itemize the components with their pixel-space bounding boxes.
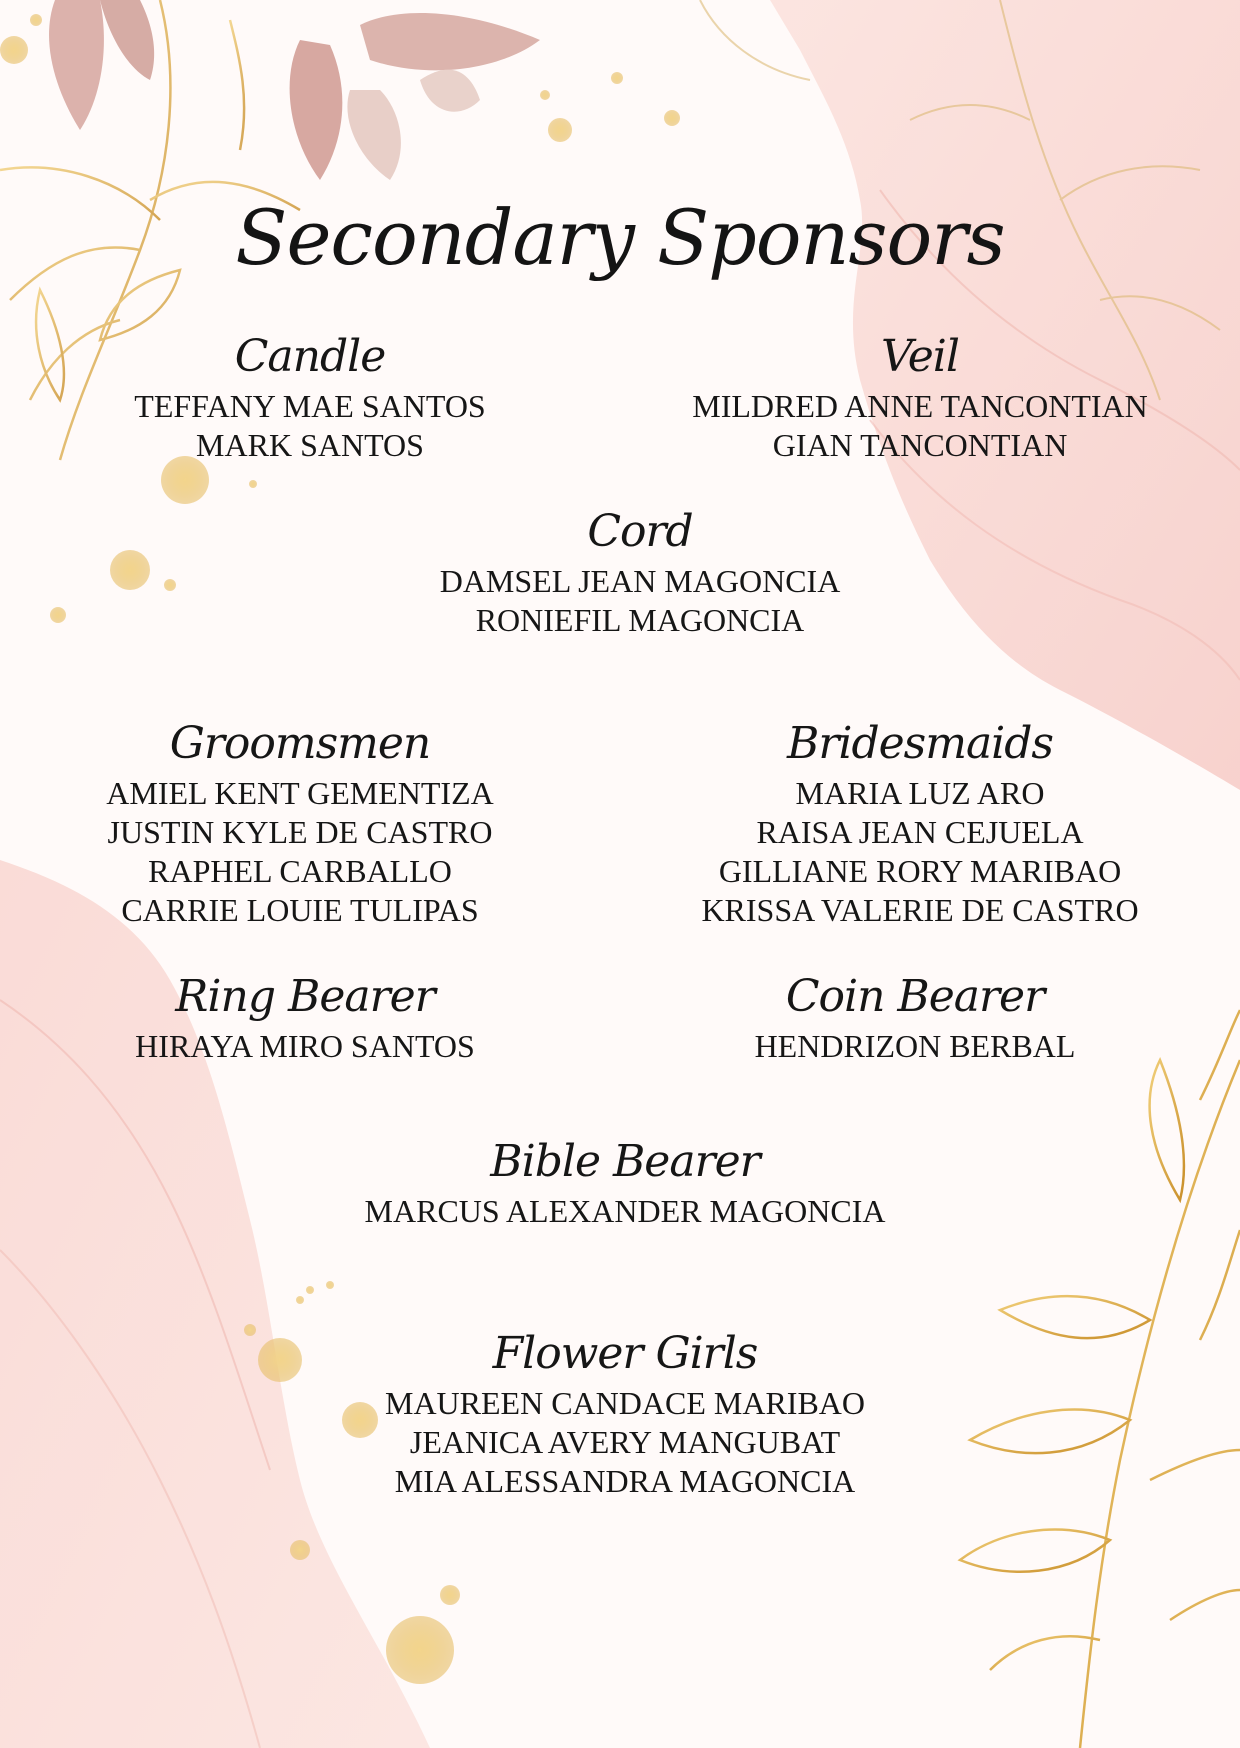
section-heading: Cord (587, 506, 693, 557)
sponsor-name: TEFFANY MAE SANTOS (134, 388, 486, 424)
sponsor-name: GILLIANE RORY MARIBAO (718, 853, 1122, 889)
sponsor-name: CARRIE LOUIE TULIPAS (121, 892, 479, 928)
sponsor-name: DAMSEL JEAN MAGONCIA (439, 563, 841, 599)
section-heading: Bible Bearer (490, 1136, 760, 1187)
section-bridesmaids (660, 718, 1180, 930)
sponsor-name: RAISA JEAN CEJUELA (756, 814, 1084, 850)
section-groomsmen (60, 718, 540, 930)
sponsor-name: MILDRED ANNE TANCONTIAN (692, 388, 1148, 424)
sponsor-name: KRISSA VALERIE DE CASTRO (701, 892, 1139, 928)
section-flower-girls (320, 1328, 930, 1501)
sponsor-name: MIA ALESSANDRA MAGONCIA (394, 1463, 856, 1499)
section-candle (90, 331, 530, 465)
section-coin-bearer (690, 971, 1140, 1066)
sponsor-name: HIRAYA MIRO SANTOS (135, 1028, 475, 1064)
sponsor-name: JEANICA AVERY MANGUBAT (409, 1424, 841, 1460)
section-heading: Ring Bearer (175, 971, 435, 1022)
sponsor-name: JUSTIN KYLE DE CASTRO (107, 814, 493, 850)
section-veil (640, 331, 1200, 465)
section-bible-bearer (300, 1136, 950, 1231)
sponsor-name: HENDRIZON BERBAL (754, 1028, 1076, 1064)
sponsor-name: MARCUS ALEXANDER MAGONCIA (364, 1193, 886, 1229)
section-heading: Flower Girls (492, 1328, 758, 1379)
sponsor-name: MARK SANTOS (196, 427, 424, 463)
section-cord (340, 506, 940, 640)
sponsor-name: GIAN TANCONTIAN (772, 427, 1068, 463)
sponsor-name: AMIEL KENT GEMENTIZA (106, 775, 494, 811)
section-heading: Veil (881, 331, 959, 382)
section-heading: Coin Bearer (785, 971, 1045, 1022)
section-heading: Candle (234, 331, 386, 382)
section-ring-bearer (80, 971, 530, 1066)
section-heading: Groomsmen (169, 718, 431, 769)
sponsor-name: MAUREEN CANDACE MARIBAO (384, 1385, 865, 1421)
sponsor-name: RONIEFIL MAGONCIA (475, 602, 805, 638)
sponsor-name: MARIA LUZ ARO (795, 775, 1045, 811)
section-heading: Bridesmaids (787, 718, 1053, 769)
sponsor-name: RAPHEL CARBALLO (148, 853, 452, 889)
page-title: Secondary Sponsors (235, 193, 1005, 282)
